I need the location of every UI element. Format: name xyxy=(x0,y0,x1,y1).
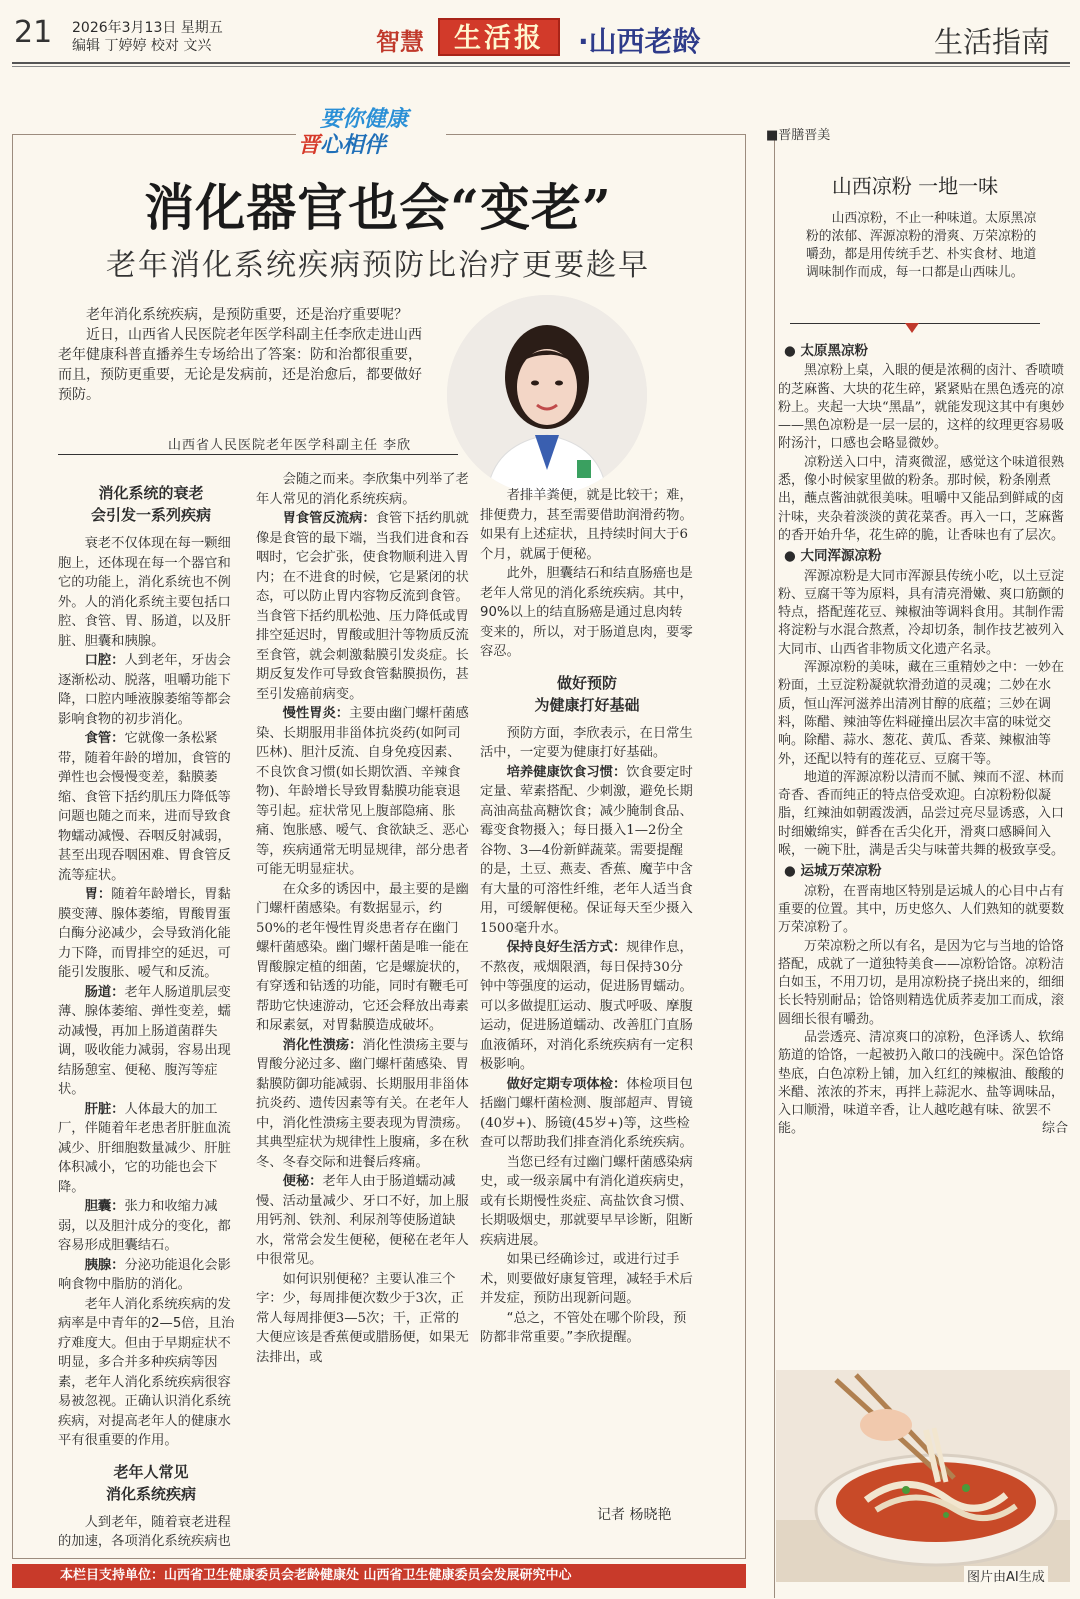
side-article-sign: 综合 xyxy=(1041,1121,1068,1137)
paragraph: 者排羊粪便，就是比较干；难，排便费力，甚至需要借助润滑药物。如果有上述症状，且持续时间大于6个月，就属于便秘。 xyxy=(480,488,693,562)
image-caption: 图片由AI生成 xyxy=(964,1566,1048,1585)
paragraph: 如果已经确诊过，或进行过手术，则要做好康复管理，减轻手术后并发症，预防出现新问题。 xyxy=(480,1252,693,1306)
paragraph xyxy=(58,885,244,983)
paragraph-text: 它就像一条松紧带，随着年龄的增加，食管的弹性也会慢慢变差，黏膜萎缩、食管下括约肌压力降低等问题也随之而来，进而导致食物蠕动减慢、吞咽反射减弱，甚至出现吞咽困难、胃食管反流等症状。 xyxy=(58,731,231,883)
paragraph-text: 食管下括约肌就像是食管的最下端，当我们进食和吞咽时，它会扩张，使食物顺利进入胃内；在不进食的时候，它是紧闭的状态，可以防止胃内容物反流到食管。当食管下括约肌松弛、压力降低或胃排空延迟时，胃酸或胆汁等物质反流至食管，就会刺激黏膜引发炎症。长期反复发作可导致食管黏膜损伤，甚至引发癌前病变。 xyxy=(256,511,469,702)
paragraph-text: 随着年龄增长，胃黏膜变薄、腺体萎缩，胃酸胃蛋白酶分泌减少，会导致消化能力下降，而胃排空的延迟，可能引发腹胀、嗳气和反流。 xyxy=(58,887,231,980)
paragraph: 浑源凉粉的美味，藏在三重精妙之中：一妙在粉面，土豆淀粉凝就软滑劲道的灵魂；二妙在水质，恒山浑河滋养出清冽甘醇的底蕴；三妙在调料，陈醋、辣油等佐料碰撞出层次丰富的味觉交响。除醋、蒜水、葱花、黄瓜、香菜、辣椒油等外，还配以特有的莲花豆、豆腐干等。 xyxy=(778,660,1065,767)
support-units-footer: 本栏目支持单位：山西省卫生健康委员会老龄健康处 山西省卫生健康委员会发展研究中心 xyxy=(12,1564,746,1588)
paragraph-lead: 胰腺： xyxy=(84,1257,125,1273)
doctor-portrait xyxy=(447,295,647,495)
side-article-intro xyxy=(806,210,1042,282)
paragraph: 如何识别便秘？主要认准三个字：少，每周排便次数少于3次，正常人每周排便3—5次；干，正常的大便应该是香蕉便或腊肠便，如果无法排出，或 xyxy=(256,1271,469,1365)
paragraph xyxy=(58,729,244,885)
paragraph-text: 人到老年，牙齿会逐渐松动、脱落，咀嚼功能下降，口腔内唾液腺萎缩等都会影响食物的初步消化。 xyxy=(58,653,231,727)
article-lead xyxy=(58,305,430,405)
lead-paragraph: 老年消化系统疾病，是预防重要，还是治疗重要呢？ xyxy=(86,307,408,323)
paragraph-text: 消化性溃疡主要与胃酸分泌过多、幽门螺杆菌感染、胃黏膜防御功能减弱、长期服用非甾体抗炎药、遗传因素等有关。在老年人中，消化性溃疡主要表现为胃溃疡。其典型症状为规律性上腹痛，多在秋冬、冬春交际和进餐后疼痛。 xyxy=(256,1037,469,1170)
separator-triangle-icon xyxy=(905,323,919,333)
paragraph: 地道的浑源凉粉以清而不腻、辣而不涩、林而奇香、香而纯正的特点倍受欢迎。白凉粉粉似凝脂，红辣油如朝霞泼洒，品尝过亮尽显诱惑，入口时细嫩绵实，鲜香在舌尖化开，滑爽口感瞬间入喉，一碗下肚，满是舌尖与味蕾共舞的极致享受。 xyxy=(778,769,1065,859)
issue-date: 2026年3月13日 星期五 xyxy=(72,20,223,36)
subheading xyxy=(480,672,694,716)
paragraph-lead: 胃： xyxy=(84,887,112,902)
paragraph-text: 张力和收缩力减弱，以及胆汁成分的变化，都容易形成胆囊结石。 xyxy=(58,1199,231,1253)
paragraph-text: 老年人肠道肌层变薄、腺体萎缩、弹性变差，蠕动减慢，再加上肠道菌群失调，吸收能力减弱，容易出现结肠憩室、便秘、腹泻等症状。 xyxy=(58,984,231,1097)
subheading xyxy=(58,482,244,526)
paragraph-lead: 做好定期专项体检： xyxy=(506,1076,627,1092)
paragraph-lead: 胃食管反流病： xyxy=(282,511,376,526)
section-name: ·山西老龄 xyxy=(578,25,701,58)
paragraph: 人到老年，随着衰老进程的加速，各项消化系统疾病也 xyxy=(58,1514,231,1549)
paragraph-lead: 消化性溃疡： xyxy=(282,1037,363,1053)
paragraph: 在众多的诱因中，最主要的是幽门螺杆菌感染。有数据显示，约50%的老年慢性胃炎患者存在幽门螺杆菌感染。幽门螺杆菌是唯一能在胃酸腺定植的细菌，它是螺旋状的，有穿透和钻透的功能，同时有鞭毛可帮助它快速游动，它还会释放出毒素和尿素氨，对胃黏膜造成破坏。 xyxy=(256,881,469,1033)
photo-caption: 山西省人民医院老年医学科副主任 李欣 xyxy=(168,438,412,453)
paragraph: 老年人消化系统疾病的发病率是中青年的2—5倍，且治疗难度大。但由于早期症状不明显，多合并多种疾病等因素，老年人消化系统疾病很容易被忽视。正确认识消化系统疾病，对提高老年人的健康水平有很重要的作用。 xyxy=(58,1296,235,1448)
paragraph-lead: 食管： xyxy=(84,731,125,746)
intro-paragraph: 山西凉粉，不止一种味道。太原黑凉粉的浓郁、浑源凉粉的滑爽、万荣凉粉的嚼劲，都是用传统手艺、朴实食材、地道调味制作而成，每一口都是山西味儿。 xyxy=(806,211,1037,280)
header-rule xyxy=(12,62,1070,64)
lead-paragraph: 近日，山西省人民医院老年医学科副主任李欣走进山西老年健康科普直播养生专场给出了答案：防和治都很重要，而且，预防更重要，无论是发病前，还是治愈后，都要做好预防。 xyxy=(58,327,422,403)
paragraph: 凉粉送入口中，清爽微涩，感觉这个味道很熟悉，像小时候家里做的粉条。那时候，粉条刚煮出，蘸点酱油就很美味。咀嚼中又能品到鲜咸的卤汁味，夹杂着淡淡的黄花菜香。再入一口，芝麻酱的香开始升华，花生碎的脆，让香味也有了层次。 xyxy=(778,454,1065,543)
paragraph xyxy=(256,509,470,704)
paragraph: 万荣凉粉之所以有名，是因为它与当地的饸饹搭配，成就了一道独特美食——凉粉饸饹。凉粉洁白如玉，不用刀切，是用凉粉挠子挠出来的，细细长长特别耐品；饸饹则精选优质荞麦加工而成，滚圆细长很有嚼劲。 xyxy=(778,938,1065,1027)
paragraph xyxy=(480,1075,694,1153)
paragraph-text: 规律作息，不熬夜，戒烟限酒，每日保持30分钟中等强度的运动，促进肠胃蠕动。可以多做提肛运动、腹式呼吸、摩腹运动，促进肠道蠕动、改善肛门直肠血液循环，对消化系统疾病有一定积极影响。 xyxy=(480,940,693,1072)
side-column-tag: ■晋膳晋美 xyxy=(766,128,831,143)
paragraph xyxy=(58,1256,244,1295)
paragraph-lead: 胆囊： xyxy=(84,1199,125,1214)
paragraph-lead: 慢性胃炎： xyxy=(282,706,350,721)
subheading xyxy=(58,1461,244,1505)
paragraph: 当您已经有过幽门螺杆菌感染病史，或一级亲属中有消化道疾病史，或有长期慢性炎症、高盐饮食习惯、长期吸烟史，那就要早早诊断，阻断疾病进展。 xyxy=(480,1154,693,1248)
section-right-title: 生活指南 xyxy=(934,25,1051,59)
paragraph-text: 饮食要定时定量、荤素搭配、少刺激，避免长期高油高盐高糖饮食；减少腌制食品、霉变食物摄入；每日摄入1—2份全谷物、3—4份新鲜蔬菜。需要提醒的是，土豆、燕麦、香蕉、魔芋中含有大量的可溶性纤维，老年人适当食用，可缓解便秘。保证每天至少摄入1500毫升水。 xyxy=(480,764,693,936)
paragraph xyxy=(480,938,694,1075)
header-rule-thin xyxy=(12,66,1070,67)
paragraph xyxy=(58,1197,244,1256)
editor-credits: 编辑 丁婷婷 校对 文兴 xyxy=(72,38,212,54)
article-headline: 消化器官也会“变老” xyxy=(144,178,612,237)
paragraph: 凉粉，在晋南地区特别是运城人的心目中占有重要的位置。其中，历史悠久、人们熟知的就要数万荣凉粉了。 xyxy=(778,883,1065,936)
paragraph-lead: 口腔： xyxy=(84,653,125,668)
paragraph xyxy=(256,1172,470,1270)
paragraph-text: 主要由幽门螺杆菌感染、长期服用非甾体抗炎药(如阿司匹林)、胆汁反流、自身免疫因素、不良饮食习惯(如长期饮酒、辛辣食物)、年龄增长导致胃黏膜功能衰退等引起。症状常见上腹部隐痛、胀痛、饱胀感、嗳气、食欲缺乏、恶心等，疾病通常无明显规律，部分患者可能无明显症状。 xyxy=(256,706,469,877)
article-column-3 xyxy=(480,486,694,1348)
article-column-1 xyxy=(58,480,244,1552)
subheading-line: 消化系统疾病 xyxy=(105,1484,196,1503)
paragraph-text: 老年人由于肠道蠕动减慢、活动量减少、牙口不好，加上服用钙剂、铁剂、利尿剂等使肠道缺水，常常会发生便秘，便秘在老年人中很常见。 xyxy=(256,1174,469,1267)
section-heading: ● 大同浑源凉粉 xyxy=(784,548,882,565)
badge-bottom-text xyxy=(298,128,386,159)
article-byline: 记者 杨晓艳 xyxy=(597,1507,672,1523)
paper-prefix: 智慧 xyxy=(376,28,424,56)
caption-rule xyxy=(58,454,458,455)
paragraph-lead: 肠道： xyxy=(84,984,125,1000)
paragraph-text: 品尝透亮、清凉爽口的凉粉，色泽诱人、软绵筋道的饸饹，一起被扔入敞口的浅碗中。深色饸饹垫底，白色凉粉上铺，加入红红的辣椒油、酸酸的米醋、浓浓的芥末，再拌上蒜泥水、盐等调味品，入口顺滑，味道辛香，让人越吃越有味、欲罢不能。 xyxy=(778,1029,1065,1137)
side-article-title: 山西凉粉 一地一味 xyxy=(831,174,999,198)
paragraph-text: 体检项目包括幽门螺杆菌检测、腹部超声、胃镜(40岁+)、肠镜(45岁+)等，这些检查可以帮助我们排查消化系统疾病。 xyxy=(480,1076,693,1150)
page-number: 21 xyxy=(14,15,53,50)
subheading-line: 为健康打好基础 xyxy=(534,695,640,714)
paragraph-lead: 培养健康饮食习惯： xyxy=(506,764,627,780)
paragraph-text: 分泌功能退化会影响食物中脂肪的消化。 xyxy=(58,1257,231,1292)
badge-top-text: 要你健康 xyxy=(320,107,409,132)
article-column-2 xyxy=(256,470,470,1367)
subheading-line: 消化系统的衰老 xyxy=(98,484,204,502)
paragraph xyxy=(58,983,244,1100)
section-heading: ● 太原黑凉粉 xyxy=(784,343,868,359)
paragraph: 会随之而来。李欣集中列举了老年人常见的消化系统疾病。 xyxy=(256,472,469,507)
badge-bottom-label: 心相伴 xyxy=(320,133,387,158)
paragraph xyxy=(58,651,244,729)
subheading-line: 会引发一系列疾病 xyxy=(90,506,211,524)
paragraph: 此外，胆囊结石和结直肠癌也是老年人常见的消化系统疾病。其中，90%以上的结直肠癌是通过息肉转变来的，所以，对于肠道息肉，要零容忍。 xyxy=(480,566,693,659)
section-heading: ● 运城万荣凉粉 xyxy=(784,863,882,880)
paragraph xyxy=(778,1029,1068,1139)
paragraph-lead: 肝脏： xyxy=(84,1101,125,1117)
subheading-line: 老年人常见 xyxy=(113,1462,189,1481)
badge-jin: 晋 xyxy=(298,133,321,158)
paragraph-lead: 保持良好生活方式： xyxy=(506,940,627,955)
side-article-body xyxy=(778,340,1068,1139)
paper-logo: 生活报 xyxy=(438,18,560,56)
paragraph-text: 人体最大的加工厂，伴随着年老患者肝脏血流减少、肝细胞数量减少、肝脏体积减小，它的功能也会下降。 xyxy=(58,1101,231,1195)
article-subheadline: 老年消化系统疾病预防比治疗更要趁早 xyxy=(106,248,650,283)
paragraph: 黑凉粉上桌，入眼的便是浓稠的卤汁、香喷喷的芝麻酱、大块的花生碎，紧紧贴在黑色透亮的凉粉上。夹起一大块“黑晶”，就能发现这其中有奥妙——黑色凉粉是一层一层的，这样的纹理更容易吸附汤汁，口感也会略显微妙。 xyxy=(778,363,1065,452)
paragraph: 衰老不仅体现在每一颗细胞上，还体现在每一个器官和它的功能上，消化系统也不例外。人的消化系统主要包括口腔、食管、胃、肠道，以及肝脏、胆囊和胰腺。 xyxy=(58,536,231,649)
paragraph xyxy=(256,1036,470,1173)
paragraph: 预防方面，李欣表示，在日常生活中，一定要为健康打好基础。 xyxy=(480,725,693,760)
paragraph xyxy=(480,763,694,939)
dish-illustration xyxy=(776,1370,1070,1582)
paragraph xyxy=(58,1100,244,1198)
paragraph xyxy=(256,704,470,880)
noodle-dish-image xyxy=(776,1370,1070,1582)
paragraph: 浑源凉粉是大同市浑源县传统小吃，以土豆淀粉、豆腐干等为原料，具有清亮滑嫩、爽口筋颤的特点，搭配莲花豆、辣椒油等调料食用。其制作需将淀粉与水混合熬煮，冷却切条，制作技艺被列入大同市、山西省非物质文化遗产名录。 xyxy=(778,568,1065,657)
portrait-illustration xyxy=(447,295,647,495)
subheading-line: 做好预防 xyxy=(556,673,617,692)
paragraph: “总之，不管处在哪个阶段，预防都非常重要。”李欣提醒。 xyxy=(480,1310,687,1345)
paragraph-lead: 便秘： xyxy=(282,1174,323,1189)
